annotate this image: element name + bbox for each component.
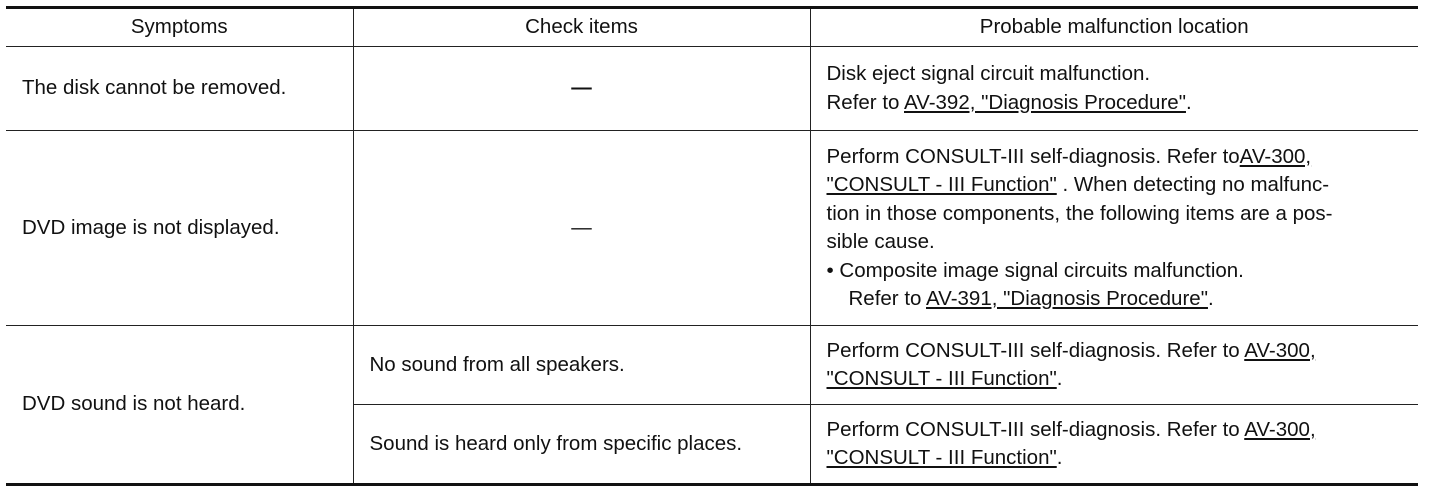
table-row — [6, 131, 1418, 326]
bullet-item — [827, 257, 1413, 286]
header-symptoms: Symptoms — [6, 8, 353, 47]
location-line — [827, 143, 1413, 172]
symptom-cell: DVD image is not displayed. — [6, 131, 353, 326]
symptom-cell: The disk cannot be removed. — [6, 47, 353, 131]
table-row — [6, 326, 1418, 405]
refer-prefix: Refer to — [826, 90, 904, 114]
reference-link[interactable]: AV-392, "Diagnosis Procedure" — [904, 90, 1186, 114]
refer-suffix: . — [1056, 446, 1063, 469]
refer-prefix: Refer to — [848, 287, 926, 310]
location-text: Perform CONSULT-III self-diagnosis. Refer to — [826, 417, 1245, 441]
reference-link[interactable]: "CONSULT - III Function" — [826, 367, 1057, 390]
location-cell — [810, 47, 1418, 131]
location-line — [827, 171, 1413, 200]
location-cell — [810, 405, 1418, 485]
reference-link[interactable]: AV-300, — [1239, 144, 1312, 168]
location-cell — [810, 326, 1418, 405]
location-text: Perform CONSULT-III self-diagnosis. Refer to — [826, 144, 1240, 168]
check-cell: Sound is heard only from specific places. — [353, 405, 810, 485]
reference-link[interactable]: "CONSULT - III Function" — [826, 446, 1057, 469]
location-line — [827, 416, 1413, 445]
header-check-items: Check items — [353, 8, 810, 47]
location-cell — [810, 131, 1418, 326]
symptom-cell: DVD sound is not heard. — [6, 326, 353, 485]
refer-line — [827, 285, 1413, 314]
bullet-text: Composite image signal circuits malfunction. — [839, 258, 1244, 282]
refer-line — [827, 89, 1413, 118]
location-line — [827, 444, 1413, 473]
check-cell: — — [353, 47, 810, 131]
reference-link[interactable]: AV-300, — [1244, 338, 1316, 362]
location-line — [827, 365, 1413, 394]
reference-link[interactable]: AV-391, "Diagnosis Procedure" — [926, 287, 1208, 310]
location-text: tion in those components, the following items are a pos- — [826, 201, 1333, 225]
refer-suffix: . — [1207, 287, 1214, 310]
bullet-icon: • — [826, 258, 834, 282]
check-cell: — — [353, 131, 810, 326]
diagnosis-table — [6, 6, 1418, 486]
header-row — [6, 8, 1418, 47]
location-text: . When detecting no malfunc- — [1056, 173, 1330, 196]
location-text: sible cause. — [826, 230, 935, 253]
location-line — [827, 337, 1413, 366]
location-text: Perform CONSULT-III self-diagnosis. Refer to — [826, 338, 1245, 362]
location-text: Disk eject signal circuit malfunction. — [826, 62, 1151, 85]
reference-link[interactable]: "CONSULT - III Function" — [826, 173, 1057, 196]
refer-suffix: . — [1056, 367, 1063, 390]
table-row — [6, 47, 1418, 131]
header-location: Probable malfunction location — [810, 8, 1418, 47]
refer-suffix: . — [1185, 90, 1192, 114]
check-cell: No sound from all speakers. — [353, 326, 810, 405]
reference-link[interactable]: AV-300, — [1244, 417, 1316, 441]
